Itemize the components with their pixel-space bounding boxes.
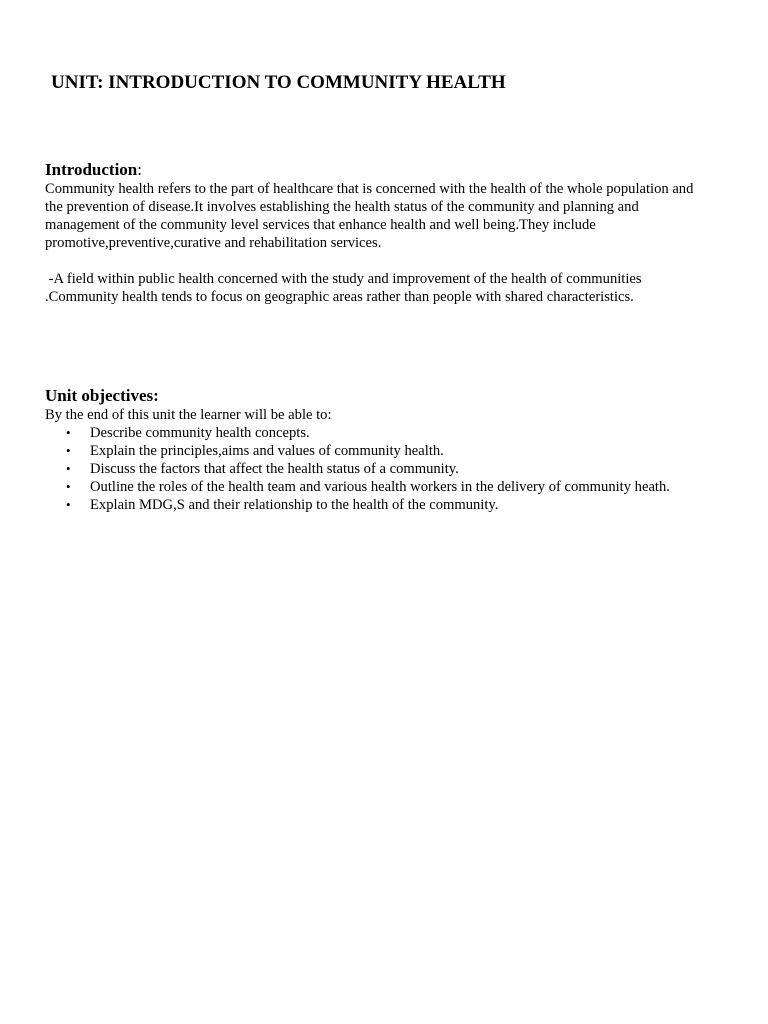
objectives-heading <box>45 386 745 406</box>
bullet-icon: • <box>66 443 71 458</box>
paragraph-line: -A field within public health concerned with the study and improvement of the health of communities <box>45 271 642 287</box>
bullet-icon: • <box>66 425 71 440</box>
paragraph-spacer <box>45 252 735 270</box>
paragraph-line: .Community health tends to focus on geographic areas rather than people with shared characteristics. <box>45 289 634 305</box>
list-item-text: Discuss the factors that affect the health status of a community. <box>90 461 459 477</box>
page-title: UNIT: INTRODUCTION TO COMMUNITY HEALTH <box>51 72 506 93</box>
paragraph-line: promotive,preventive,curative and rehabilitation services. <box>45 235 382 251</box>
bullet-icon: • <box>66 461 71 476</box>
list-item <box>45 496 745 514</box>
introduction-heading <box>45 160 735 180</box>
list-item <box>45 424 745 442</box>
list-item <box>45 442 745 460</box>
bullet-icon: • <box>66 497 71 512</box>
list-item-text: Explain MDG,S and their relationship to the health of the community. <box>90 497 499 513</box>
list-item-text: Describe community health concepts. <box>90 425 310 441</box>
objectives-list <box>45 424 745 514</box>
list-item <box>45 478 745 496</box>
introduction-paragraph-1 <box>45 180 735 252</box>
paragraph-line: management of the community level services that enhance health and well being.They include <box>45 217 596 233</box>
bullet-icon: • <box>66 479 71 494</box>
list-item <box>45 460 745 478</box>
list-item-text: Explain the principles,aims and values of community health. <box>90 443 444 459</box>
list-item-text: Outline the roles of the health team and various health workers in the delivery of community heath. <box>90 479 670 495</box>
introduction-section <box>45 160 735 306</box>
objectives-section <box>45 386 745 514</box>
introduction-paragraph-2 <box>45 270 735 306</box>
objectives-heading-text: Unit objectives: <box>45 386 159 405</box>
objectives-intro: By the end of this unit the learner will be able to: <box>45 407 332 423</box>
paragraph-line: Community health refers to the part of healthcare that is concerned with the health of the whole population and <box>45 181 694 197</box>
introduction-heading-text: Introduction <box>45 160 138 179</box>
introduction-heading-colon: : <box>137 160 142 179</box>
paragraph-line: the prevention of disease.It involves establishing the health status of the community and planning and <box>45 199 639 215</box>
